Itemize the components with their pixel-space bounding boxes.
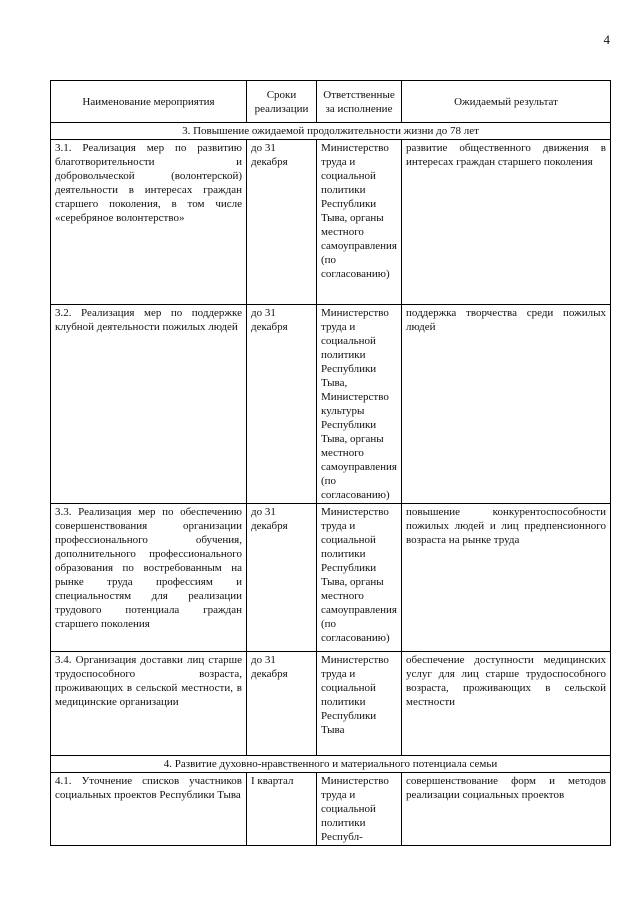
event-responsible: Министерство труда и социальной политики Республики Тыва xyxy=(317,652,402,756)
event-term: I квартал xyxy=(247,773,317,846)
event-responsible: Министерство труда и социальной политики Республики Тыва, органы местного самоуправления (по согласованию) xyxy=(317,504,402,652)
event-result: поддержка творчества среди пожилых людей xyxy=(402,305,611,504)
event-name: 3.1. Реализация мер по развитию благотворительности и добровольческой (волонтерской) деятельности в интересах граждан старшего поколения, в том числе «серебряное волонтерство» xyxy=(51,140,247,305)
header-name: Наименование мероприятия xyxy=(51,81,247,123)
events-table xyxy=(50,80,611,846)
table-row xyxy=(51,652,611,756)
section-title: 4. Развитие духовно-нравственного и материального потенциала семьи xyxy=(51,756,611,773)
event-responsible: Министерство труда и социальной политики Республ- xyxy=(317,773,402,846)
event-responsible: Министерство труда и социальной политики Республики Тыва, органы местного самоуправления (по согласованию) xyxy=(317,140,402,305)
event-name: 4.1. Уточнение списков участников социальных проектов Республики Тыва xyxy=(51,773,247,846)
event-term: до 31 декабря xyxy=(247,140,317,305)
page-number: 4 xyxy=(603,32,610,47)
event-term: до 31 декабря xyxy=(247,504,317,652)
section-row xyxy=(51,756,611,773)
event-name: 3.2. Реализация мер по поддержке клубной деятельности пожилых людей xyxy=(51,305,247,504)
event-result: развитие общественного движения в интересах граждан старшего поколения xyxy=(402,140,611,305)
section-row xyxy=(51,123,611,140)
event-term: до 31 декабря xyxy=(247,652,317,756)
header-responsible: Ответственные за исполнение xyxy=(317,81,402,123)
event-result: совершенствование форм и методов реализации социальных проектов xyxy=(402,773,611,846)
table-header-row xyxy=(51,81,611,123)
event-result: повышение конкурентоспособности пожилых людей и лиц предпенсионного возраста на рынке труда xyxy=(402,504,611,652)
table-row xyxy=(51,140,611,305)
section-title: 3. Повышение ожидаемой продолжительности жизни до 78 лет xyxy=(51,123,611,140)
header-result: Ожидаемый результат xyxy=(402,81,611,123)
event-name: 3.4. Организация доставки лиц старше трудоспособного возраста, проживающих в сельской местности, в медицинские организации xyxy=(51,652,247,756)
table-row xyxy=(51,305,611,504)
table-row xyxy=(51,504,611,652)
event-name: 3.3. Реализация мер по обеспечению совершенствования организации профессионального обучения, дополнительного профессионального образования по востребованным на рынке труда профессиям и специальностям для реализации трудового потенциала граждан старшего поколения xyxy=(51,504,247,652)
event-responsible: Министерство труда и социальной политики Республики Тыва, Министерство культуры Республики Тыва, органы местного самоуправления (по согласованию) xyxy=(317,305,402,504)
header-term: Сроки реализации xyxy=(247,81,317,123)
table-row xyxy=(51,773,611,846)
event-result: обеспечение доступности медицинских услуг для лиц старше трудоспособного возраста, проживающих в сельской местности xyxy=(402,652,611,756)
event-term: до 31 декабря xyxy=(247,305,317,504)
